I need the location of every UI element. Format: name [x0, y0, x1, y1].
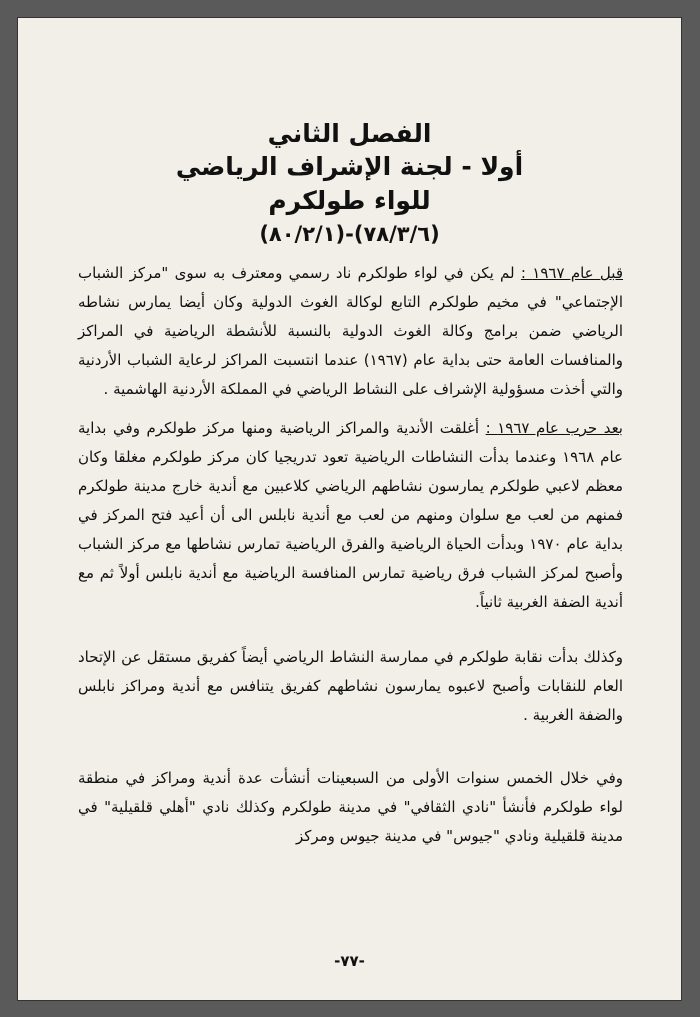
- chapter-heading: [18, 118, 681, 250]
- paragraph-text: وكذلك بدأت نقابة طولكرم في ممارسة النشاط الرياضي أيضاً كفريق مستقل عن الإتحاد العام للنقابات وأصبح لاعبوه يمارسون نشاطهم كفريق يتنافس مع أندية ومراكز نابلس والضفة الغربية .: [78, 648, 623, 724]
- paragraph-seventies: [78, 764, 623, 851]
- section-title: أولا - لجنة الإشراف الرياضي: [175, 152, 524, 181]
- paragraph-text: أغلقت الأندية والمراكز الرياضية ومنها مركز طولكرم وفي بداية عام ١٩٦٨ وعندما بدأت النشاطات الرياضية تعود تدريجيا كان مركز طولكرم مغلقا وكان معظم لاعبي طولكرم يمارسون نشاطهم الرياضي كلاعبين مع أندية خارج مدينة طولكرم فمنهم من لعب مع سلوان ومنهم من لعب مع أندية نابلس الى أن أعيد فتح المركز في بداية عام ١٩٧٠ وبدأت الحياة الرياضية والفرق الرياضية تمارس نشاطها مع مركز الشباب وأصبح لمركز الشباب فرق رياضية تمارس المنافسة الرياضية مع أندية نابلس أولاً ثم مع أندية الضفة الغربية ثانياً.: [78, 419, 623, 611]
- paragraph-union: [78, 643, 623, 730]
- paragraph-lead: قبل عام ١٩٦٧ :: [520, 264, 623, 282]
- paragraph-before-1967: [78, 259, 623, 404]
- paragraph-text: وفي خلال الخمس سنوات الأولى من السبعينات أنشأت عدة أندية ومراكز في منطقة لواء طولكرم فأنشأ "نادي الثقافي" في مدينة طولكرم وكذلك نادي "أهلي قلقيلية" في مدينة قلقيلية ونادي "جيوس" في مدينة جيوس ومركز: [78, 769, 623, 845]
- paragraph-after-1967-war: [78, 414, 623, 617]
- chapter-title: الفصل الثاني: [267, 119, 432, 148]
- section-subtitle: للواء طولكرم: [268, 186, 431, 215]
- paragraph-lead: بعد حرب عام ١٩٦٧ :: [485, 419, 623, 437]
- document-body: [78, 259, 623, 851]
- paragraph-text: لم يكن في لواء طولكرم ناد رسمي ومعترف به سوى "مركز الشباب الإجتماعي" في مخيم طولكرم التابع لوكالة الغوث الدولية وكان أيضا يمارس نشاطه الرياضي ضمن برامج وكالة الغوث الدولية بالنسبة للأنشطة الرياضية في المراكز والمنافسات العامة حتى بداية عام (١٩٦٧) عندما انتسبت المراكز لرعاية الشباب الأردنية والتي أخذت مسؤولية الإشراف على النشاط الرياضي في المملكة الأردنية الهاشمية .: [78, 264, 623, 398]
- date-range: (٧٨/٣/٦)-(٨٠/٢/١): [259, 222, 440, 246]
- page-number: -٧٧-: [334, 952, 365, 970]
- document-page: [18, 18, 681, 1000]
